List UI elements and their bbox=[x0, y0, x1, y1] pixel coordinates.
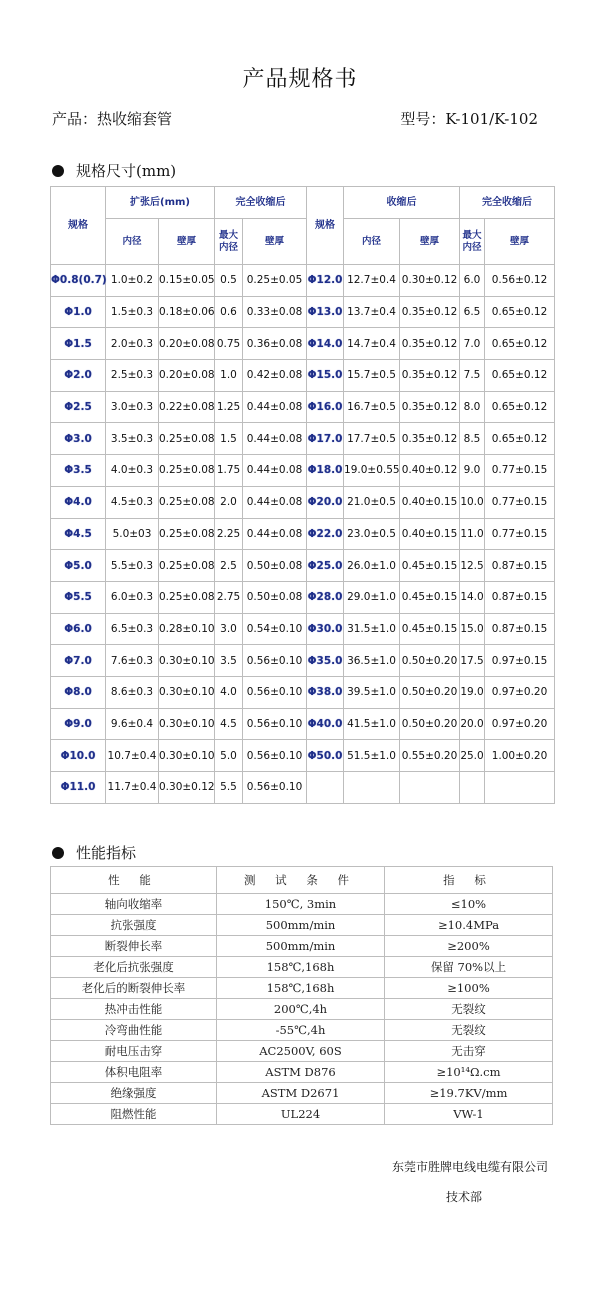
value-cell: 1.00±0.20 bbox=[485, 740, 555, 772]
value-cell: 31.5±1.0 bbox=[344, 613, 400, 645]
table-row bbox=[51, 772, 555, 804]
header-max-id: 最大 内径 bbox=[460, 219, 485, 265]
condition-cell: ASTM D2671 bbox=[217, 1083, 385, 1104]
value-cell: 6.0±0.3 bbox=[106, 581, 159, 613]
value-cell: 3.0 bbox=[215, 613, 243, 645]
value-cell: 0.30±0.10 bbox=[159, 740, 215, 772]
size-cell: Φ10.0 bbox=[51, 740, 106, 772]
value-cell: 2.0 bbox=[215, 486, 243, 518]
table-row bbox=[51, 518, 555, 550]
size-cell: Φ1.0 bbox=[51, 296, 106, 328]
value-cell: 0.55±0.20 bbox=[400, 740, 460, 772]
size-cell: Φ5.5 bbox=[51, 581, 106, 613]
condition-cell: -55℃,4h bbox=[217, 1020, 385, 1041]
table-row bbox=[51, 486, 555, 518]
value-cell: 3.0±0.3 bbox=[106, 391, 159, 423]
value-cell: 0.30±0.10 bbox=[159, 708, 215, 740]
size-cell: Φ14.0 bbox=[307, 328, 344, 360]
header-wall: 壁厚 bbox=[159, 219, 215, 265]
header-index: 指 标 bbox=[385, 867, 553, 894]
value-cell: 0.56±0.12 bbox=[485, 265, 555, 297]
header-spec-right: 规格 bbox=[307, 187, 344, 265]
value-cell: 1.5±0.3 bbox=[106, 296, 159, 328]
size-cell: Φ3.0 bbox=[51, 423, 106, 455]
performance-table bbox=[50, 866, 553, 1125]
value-cell: 8.0 bbox=[460, 391, 485, 423]
index-cell: 无击穿 bbox=[385, 1041, 553, 1062]
value-cell: 0.56±0.10 bbox=[243, 676, 307, 708]
property-cell: 阻燃性能 bbox=[51, 1104, 217, 1125]
value-cell: 0.75 bbox=[215, 328, 243, 360]
property-cell: 轴向收缩率 bbox=[51, 894, 217, 915]
header-wall: 壁厚 bbox=[400, 219, 460, 265]
header-fully-shrunk-right: 完全收缩后 bbox=[460, 187, 555, 219]
value-cell: 26.0±1.0 bbox=[344, 550, 400, 582]
size-cell: Φ22.0 bbox=[307, 518, 344, 550]
value-cell: 0.65±0.12 bbox=[485, 360, 555, 392]
size-cell: Φ9.0 bbox=[51, 708, 106, 740]
property-cell: 老化后的断裂伸长率 bbox=[51, 978, 217, 999]
value-cell: 14.7±0.4 bbox=[344, 328, 400, 360]
size-cell: Φ18.0 bbox=[307, 455, 344, 487]
value-cell: 0.35±0.12 bbox=[400, 296, 460, 328]
value-cell: 0.44±0.08 bbox=[243, 423, 307, 455]
value-cell: 0.56±0.10 bbox=[243, 645, 307, 677]
value-cell: 6.5±0.3 bbox=[106, 613, 159, 645]
index-cell: 无裂纹 bbox=[385, 1020, 553, 1041]
company-name: 东莞市胜牌电线电缆有限公司 bbox=[391, 1160, 548, 1174]
value-cell: 0.65±0.12 bbox=[485, 391, 555, 423]
header-wall: 壁厚 bbox=[485, 219, 555, 265]
value-cell: 0.25±0.08 bbox=[159, 486, 215, 518]
value-cell: 0.45±0.15 bbox=[400, 613, 460, 645]
size-cell: Φ1.5 bbox=[51, 328, 106, 360]
value-cell: 15.7±0.5 bbox=[344, 360, 400, 392]
table-row bbox=[51, 296, 555, 328]
size-cell: Φ3.5 bbox=[51, 455, 106, 487]
property-cell: 老化后抗张强度 bbox=[51, 957, 217, 978]
value-cell: 5.5 bbox=[215, 772, 243, 804]
size-cell: Φ0.8(0.7) bbox=[51, 265, 106, 297]
table-row bbox=[51, 581, 555, 613]
table-row bbox=[51, 360, 555, 392]
condition-cell: 158℃,168h bbox=[217, 978, 385, 999]
value-cell: 6.5 bbox=[460, 296, 485, 328]
size-cell: Φ8.0 bbox=[51, 676, 106, 708]
condition-cell: 500mm/min bbox=[217, 936, 385, 957]
value-cell: 2.0±0.3 bbox=[106, 328, 159, 360]
table-row bbox=[51, 915, 553, 936]
value-cell: 0.40±0.12 bbox=[400, 455, 460, 487]
value-cell: 11.7±0.4 bbox=[106, 772, 159, 804]
section-dimensions: 规格尺寸(mm) bbox=[52, 160, 176, 181]
value-cell: 20.0 bbox=[460, 708, 485, 740]
value-cell: 0.87±0.15 bbox=[485, 550, 555, 582]
size-cell: Φ20.0 bbox=[307, 486, 344, 518]
value-cell: 0.40±0.15 bbox=[400, 486, 460, 518]
table-row bbox=[51, 708, 555, 740]
value-cell: 0.35±0.12 bbox=[400, 360, 460, 392]
property-cell: 热冲击性能 bbox=[51, 999, 217, 1020]
value-cell: 25.0 bbox=[460, 740, 485, 772]
value-cell: 0.77±0.15 bbox=[485, 455, 555, 487]
value-cell: 4.5 bbox=[215, 708, 243, 740]
value-cell: 0.25±0.08 bbox=[159, 550, 215, 582]
value-cell bbox=[344, 772, 400, 804]
value-cell: 10.0 bbox=[460, 486, 485, 518]
value-cell: 0.35±0.12 bbox=[400, 423, 460, 455]
value-cell: 0.25±0.05 bbox=[243, 265, 307, 297]
value-cell: 2.5±0.3 bbox=[106, 360, 159, 392]
value-cell: 0.77±0.15 bbox=[485, 518, 555, 550]
value-cell: 8.6±0.3 bbox=[106, 676, 159, 708]
value-cell: 51.5±1.0 bbox=[344, 740, 400, 772]
value-cell: 23.0±0.5 bbox=[344, 518, 400, 550]
table-row bbox=[51, 328, 555, 360]
value-cell: 0.30±0.10 bbox=[159, 645, 215, 677]
condition-cell: UL224 bbox=[217, 1104, 385, 1125]
value-cell: 0.54±0.10 bbox=[243, 613, 307, 645]
section-performance: 性能指标 bbox=[52, 842, 136, 863]
property-cell: 抗张强度 bbox=[51, 915, 217, 936]
size-cell: Φ30.0 bbox=[307, 613, 344, 645]
value-cell: 0.44±0.08 bbox=[243, 391, 307, 423]
table-row bbox=[51, 550, 555, 582]
value-cell: 0.36±0.08 bbox=[243, 328, 307, 360]
index-cell: 无裂纹 bbox=[385, 999, 553, 1020]
value-cell: 0.50±0.08 bbox=[243, 581, 307, 613]
value-cell: 0.50±0.20 bbox=[400, 676, 460, 708]
value-cell: 1.0 bbox=[215, 360, 243, 392]
value-cell: 0.77±0.15 bbox=[485, 486, 555, 518]
size-cell: Φ4.0 bbox=[51, 486, 106, 518]
table-row bbox=[51, 740, 555, 772]
value-cell: 9.0 bbox=[460, 455, 485, 487]
value-cell: 0.87±0.15 bbox=[485, 581, 555, 613]
value-cell: 0.44±0.08 bbox=[243, 455, 307, 487]
value-cell: 0.44±0.08 bbox=[243, 486, 307, 518]
value-cell: 39.5±1.0 bbox=[344, 676, 400, 708]
value-cell: 13.7±0.4 bbox=[344, 296, 400, 328]
value-cell: 36.5±1.0 bbox=[344, 645, 400, 677]
value-cell: 0.40±0.15 bbox=[400, 518, 460, 550]
condition-cell: ASTM D876 bbox=[217, 1062, 385, 1083]
table-row bbox=[51, 978, 553, 999]
value-cell: 3.5 bbox=[215, 645, 243, 677]
table-row bbox=[51, 894, 553, 915]
value-cell: 17.5 bbox=[460, 645, 485, 677]
value-cell: 11.0 bbox=[460, 518, 485, 550]
table-row bbox=[51, 1083, 553, 1104]
value-cell: 0.30±0.12 bbox=[400, 265, 460, 297]
size-cell: Φ13.0 bbox=[307, 296, 344, 328]
table-row bbox=[51, 1062, 553, 1083]
value-cell: 10.7±0.4 bbox=[106, 740, 159, 772]
value-cell: 16.7±0.5 bbox=[344, 391, 400, 423]
value-cell: 14.0 bbox=[460, 581, 485, 613]
value-cell: 1.0±0.2 bbox=[106, 265, 159, 297]
value-cell: 0.18±0.06 bbox=[159, 296, 215, 328]
value-cell: 0.25±0.08 bbox=[159, 423, 215, 455]
table-row bbox=[51, 455, 555, 487]
header-inner-diameter: 内径 bbox=[344, 219, 400, 265]
condition-cell: 200℃,4h bbox=[217, 999, 385, 1020]
value-cell: 0.65±0.12 bbox=[485, 423, 555, 455]
property-cell: 冷弯曲性能 bbox=[51, 1020, 217, 1041]
size-cell: Φ11.0 bbox=[51, 772, 106, 804]
value-cell: 0.56±0.10 bbox=[243, 740, 307, 772]
value-cell bbox=[485, 772, 555, 804]
value-cell: 7.5 bbox=[460, 360, 485, 392]
property-cell: 断裂伸长率 bbox=[51, 936, 217, 957]
value-cell bbox=[460, 772, 485, 804]
value-cell: 0.56±0.10 bbox=[243, 772, 307, 804]
size-cell bbox=[307, 772, 344, 804]
value-cell: 0.45±0.15 bbox=[400, 581, 460, 613]
bullet-icon bbox=[52, 165, 64, 177]
value-cell: 6.0 bbox=[460, 265, 485, 297]
index-cell: ≥10¹⁴Ω.cm bbox=[385, 1062, 553, 1083]
condition-cell: 500mm/min bbox=[217, 915, 385, 936]
condition-cell: AC2500V, 60S bbox=[217, 1041, 385, 1062]
table-row bbox=[51, 1041, 553, 1062]
value-cell: 4.0±0.3 bbox=[106, 455, 159, 487]
table-row bbox=[51, 936, 553, 957]
value-cell: 1.75 bbox=[215, 455, 243, 487]
size-cell: Φ4.5 bbox=[51, 518, 106, 550]
size-cell: Φ2.0 bbox=[51, 360, 106, 392]
value-cell: 0.22±0.08 bbox=[159, 391, 215, 423]
size-cell: Φ17.0 bbox=[307, 423, 344, 455]
table-row bbox=[51, 957, 553, 978]
value-cell: 0.50±0.08 bbox=[243, 550, 307, 582]
value-cell: 0.44±0.08 bbox=[243, 518, 307, 550]
value-cell: 12.5 bbox=[460, 550, 485, 582]
size-cell: Φ28.0 bbox=[307, 581, 344, 613]
table-row bbox=[51, 265, 555, 297]
value-cell: 0.15±0.05 bbox=[159, 265, 215, 297]
index-cell: ≥200% bbox=[385, 936, 553, 957]
value-cell: 1.25 bbox=[215, 391, 243, 423]
value-cell: 41.5±1.0 bbox=[344, 708, 400, 740]
index-cell: ≥100% bbox=[385, 978, 553, 999]
value-cell: 4.0 bbox=[215, 676, 243, 708]
value-cell: 4.5±0.3 bbox=[106, 486, 159, 518]
index-cell: ≥10.4MPa bbox=[385, 915, 553, 936]
value-cell: 0.65±0.12 bbox=[485, 328, 555, 360]
property-cell: 体积电阻率 bbox=[51, 1062, 217, 1083]
value-cell: 0.97±0.20 bbox=[485, 708, 555, 740]
value-cell: 0.97±0.20 bbox=[485, 676, 555, 708]
value-cell: 21.0±0.5 bbox=[344, 486, 400, 518]
size-cell: Φ25.0 bbox=[307, 550, 344, 582]
value-cell: 0.65±0.12 bbox=[485, 296, 555, 328]
value-cell: 0.30±0.10 bbox=[159, 676, 215, 708]
bullet-icon bbox=[52, 847, 64, 859]
value-cell: 7.6±0.3 bbox=[106, 645, 159, 677]
value-cell: 15.0 bbox=[460, 613, 485, 645]
size-cell: Φ12.0 bbox=[307, 265, 344, 297]
size-cell: Φ2.5 bbox=[51, 391, 106, 423]
value-cell: 5.0±03 bbox=[106, 518, 159, 550]
table-row bbox=[51, 1104, 553, 1125]
header-wall: 壁厚 bbox=[243, 219, 307, 265]
value-cell: 0.35±0.12 bbox=[400, 391, 460, 423]
value-cell: 19.0±0.55 bbox=[344, 455, 400, 487]
value-cell: 5.5±0.3 bbox=[106, 550, 159, 582]
size-cell: Φ7.0 bbox=[51, 645, 106, 677]
value-cell: 0.45±0.15 bbox=[400, 550, 460, 582]
value-cell: 0.30±0.12 bbox=[159, 772, 215, 804]
index-cell: ≥19.7KV/mm bbox=[385, 1083, 553, 1104]
value-cell: 0.50±0.20 bbox=[400, 645, 460, 677]
value-cell: 0.5 bbox=[215, 265, 243, 297]
value-cell: 2.25 bbox=[215, 518, 243, 550]
value-cell: 0.56±0.10 bbox=[243, 708, 307, 740]
table-row bbox=[51, 645, 555, 677]
size-cell: Φ35.0 bbox=[307, 645, 344, 677]
spec-table bbox=[50, 186, 555, 804]
value-cell: 17.7±0.5 bbox=[344, 423, 400, 455]
header-test-condition: 测 试 条 件 bbox=[217, 867, 385, 894]
value-cell: 12.7±0.4 bbox=[344, 265, 400, 297]
property-cell: 耐电压击穿 bbox=[51, 1041, 217, 1062]
table-row bbox=[51, 676, 555, 708]
header-property: 性 能 bbox=[51, 867, 217, 894]
value-cell bbox=[400, 772, 460, 804]
table-row bbox=[51, 613, 555, 645]
value-cell: 0.20±0.08 bbox=[159, 360, 215, 392]
table-row bbox=[51, 423, 555, 455]
index-cell: ≤10% bbox=[385, 894, 553, 915]
value-cell: 0.6 bbox=[215, 296, 243, 328]
value-cell: 1.5 bbox=[215, 423, 243, 455]
header-shrunk: 收缩后 bbox=[344, 187, 460, 219]
header-max-id: 最大 内径 bbox=[215, 219, 243, 265]
department: 技术部 bbox=[446, 1190, 483, 1204]
size-cell: Φ50.0 bbox=[307, 740, 344, 772]
index-cell: 保留 70%以上 bbox=[385, 957, 553, 978]
index-cell: VW-1 bbox=[385, 1104, 553, 1125]
value-cell: 2.5 bbox=[215, 550, 243, 582]
header-inner-diameter: 内径 bbox=[106, 219, 159, 265]
value-cell: 0.42±0.08 bbox=[243, 360, 307, 392]
value-cell: 29.0±1.0 bbox=[344, 581, 400, 613]
property-cell: 绝缘强度 bbox=[51, 1083, 217, 1104]
value-cell: 9.6±0.4 bbox=[106, 708, 159, 740]
header-expanded: 扩张后(mm) bbox=[106, 187, 215, 219]
value-cell: 0.87±0.15 bbox=[485, 613, 555, 645]
value-cell: 0.35±0.12 bbox=[400, 328, 460, 360]
model-number: 型号：K-101/K-102 bbox=[400, 110, 538, 128]
value-cell: 0.25±0.08 bbox=[159, 455, 215, 487]
value-cell: 5.0 bbox=[215, 740, 243, 772]
value-cell: 0.50±0.20 bbox=[400, 708, 460, 740]
value-cell: 0.33±0.08 bbox=[243, 296, 307, 328]
value-cell: 3.5±0.3 bbox=[106, 423, 159, 455]
table-row bbox=[51, 391, 555, 423]
value-cell: 8.5 bbox=[460, 423, 485, 455]
value-cell: 0.25±0.08 bbox=[159, 581, 215, 613]
size-cell: Φ6.0 bbox=[51, 613, 106, 645]
header-fully-shrunk-left: 完全收缩后 bbox=[215, 187, 307, 219]
table-row bbox=[51, 999, 553, 1020]
value-cell: 19.0 bbox=[460, 676, 485, 708]
condition-cell: 158℃,168h bbox=[217, 957, 385, 978]
header-spec-left: 规格 bbox=[51, 187, 106, 265]
size-cell: Φ5.0 bbox=[51, 550, 106, 582]
size-cell: Φ16.0 bbox=[307, 391, 344, 423]
value-cell: 2.75 bbox=[215, 581, 243, 613]
size-cell: Φ38.0 bbox=[307, 676, 344, 708]
page-title: 产品规格书 bbox=[242, 67, 358, 92]
value-cell: 0.25±0.08 bbox=[159, 518, 215, 550]
size-cell: Φ15.0 bbox=[307, 360, 344, 392]
value-cell: 0.20±0.08 bbox=[159, 328, 215, 360]
table-row bbox=[51, 1020, 553, 1041]
value-cell: 0.28±0.10 bbox=[159, 613, 215, 645]
condition-cell: 150℃, 3min bbox=[217, 894, 385, 915]
size-cell: Φ40.0 bbox=[307, 708, 344, 740]
product-name: 产品：热收缩套管 bbox=[52, 110, 173, 128]
value-cell: 7.0 bbox=[460, 328, 485, 360]
value-cell: 0.97±0.15 bbox=[485, 645, 555, 677]
